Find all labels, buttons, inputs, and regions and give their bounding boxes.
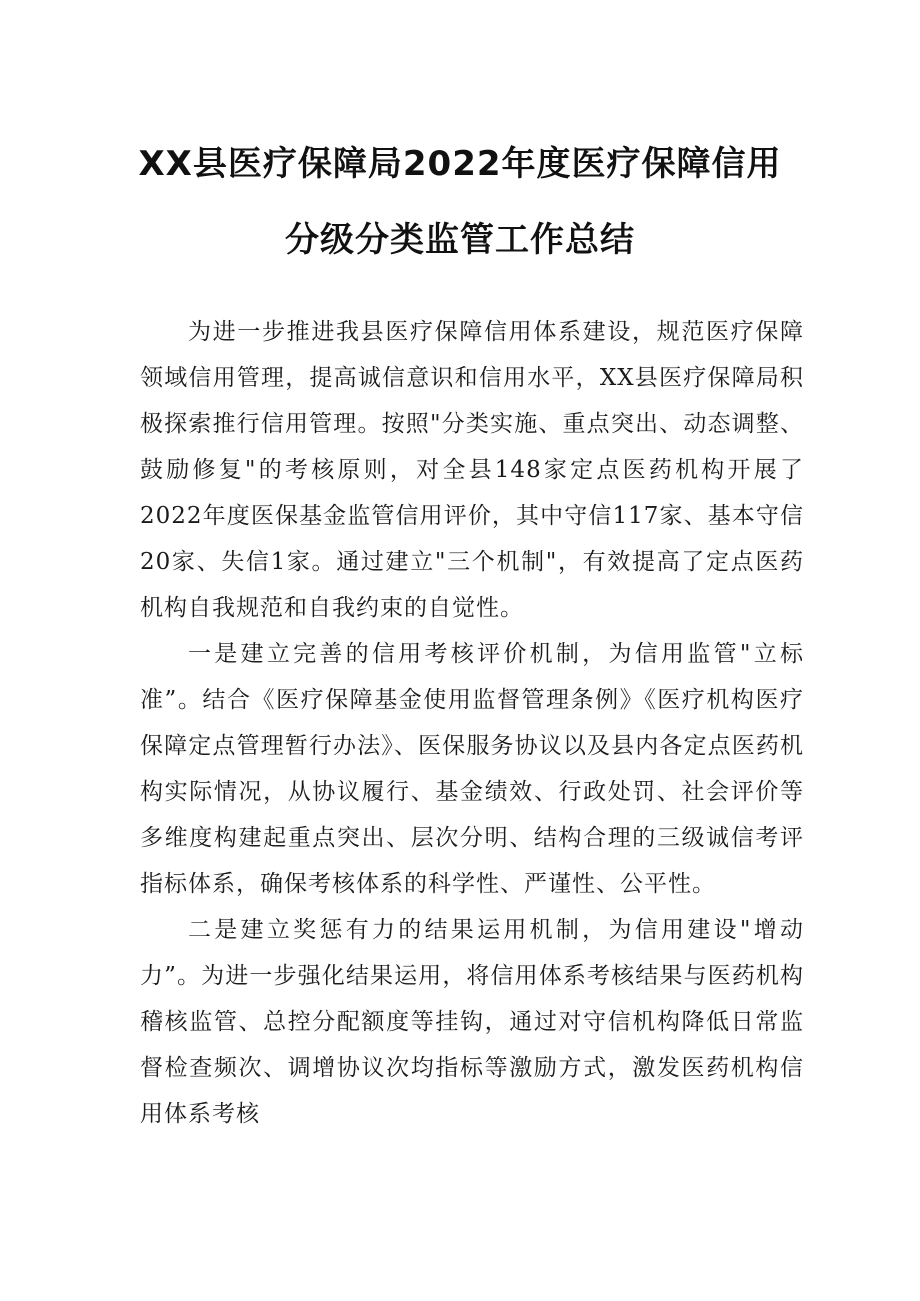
paragraph-mechanism-1: 一是建立完善的信用考核评价机制，为信用监管"立标准”。结合《医疗保障基金使用监督管理条例》《医疗机构医疗保障定点管理暂行办法》、医保服务协议以及县内各定点医药机构实际情况，从协议履行、基金绩效、行政处罚、社会评价等多维度构建起重点突出、层次分明、结构合理的三级诚信考评指标体系，确保考核体系的科学性、严谨性、公平性。: [140, 641, 804, 897]
document-body: [140, 309, 804, 1137]
paragraph-intro: 为进一步推进我县医疗保障信用体系建设，规范医疗保障领域信用管理，提高诚信意识和信用水平，XX县医疗保障局积极探索推行信用管理。按照"分类实施、重点突出、动态调整、鼓励修复"的考核原则，对全县148家定点医药机构开展了2022年度医保基金监管信用评价，其中守信117家、基本守信20家、失信1家。通过建立"三个机制"，有效提高了定点医药机构自我规范和自我约束的自觉性。: [140, 319, 804, 621]
document-title-line-2: 分级分类监管工作总结: [285, 220, 635, 260]
document-title-line-1: XX县医疗保障局2022年度医疗保障信用: [138, 144, 782, 184]
paragraph-mechanism-2: 二是建立奖惩有力的结果运用机制，为信用建设"增动力”。为进一步强化结果运用，将信用体系考核结果与医药机构稽核监管、总控分配额度等挂钩，通过对守信机构降低日常监督检查频次、调增协议次均指标等激励方式，激发医药机构信用体系考核: [140, 917, 804, 1127]
